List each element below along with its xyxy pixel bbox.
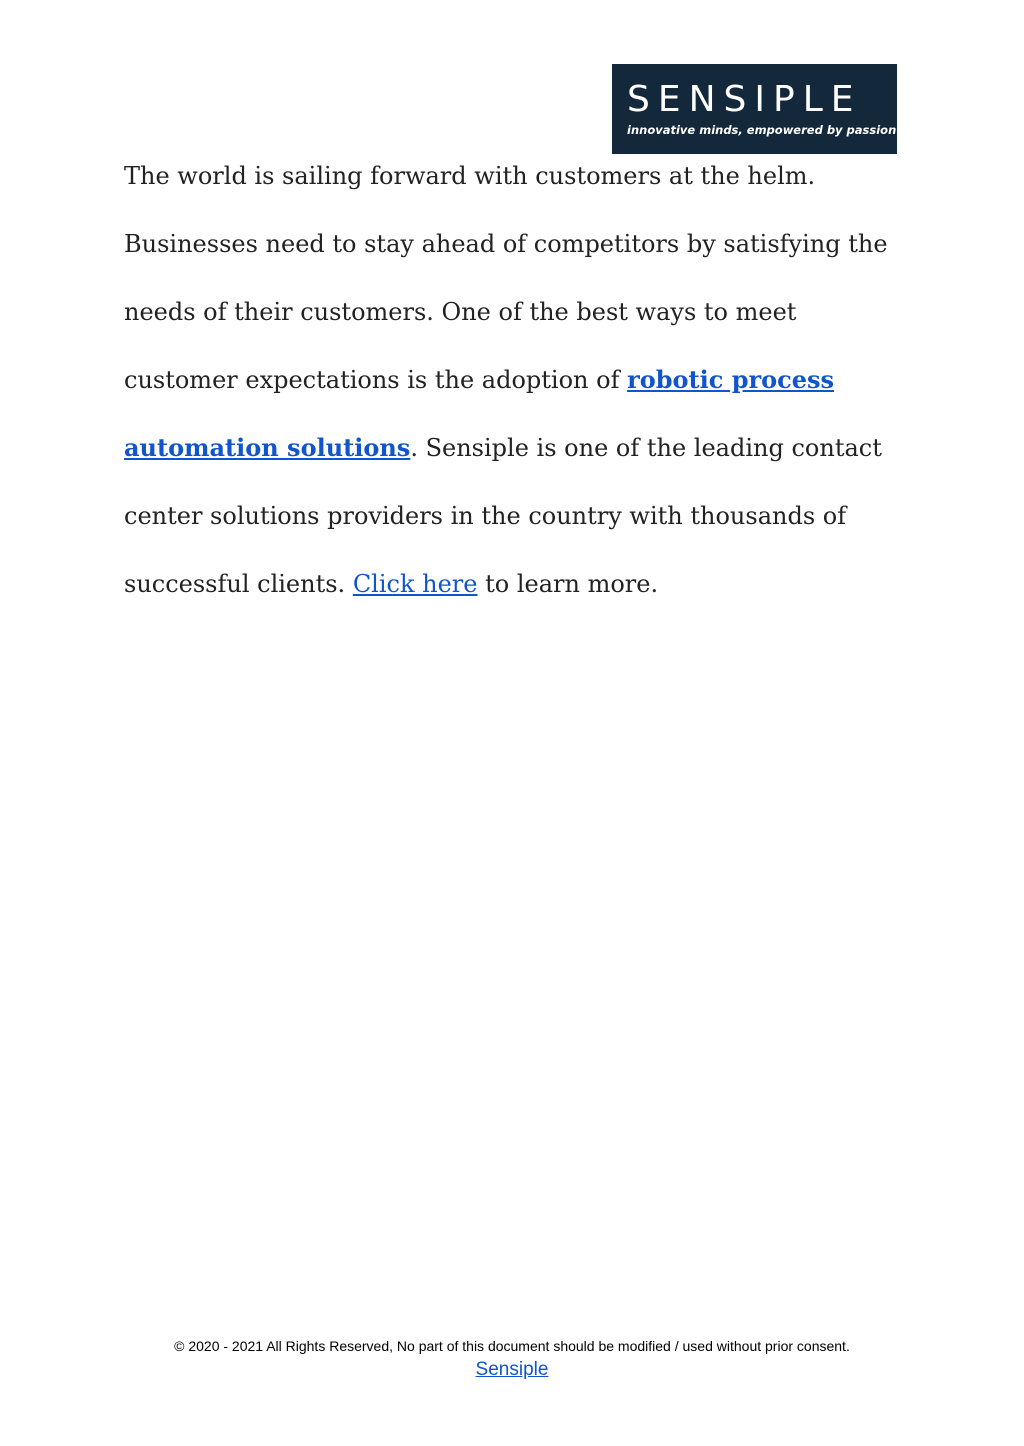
article-paragraph [124, 142, 914, 618]
paragraph-line-7-pre: successful clients. [124, 570, 353, 598]
click-here-link[interactable]: Click here [352, 570, 478, 598]
sensiple-logo [612, 64, 897, 154]
footer-copyright: © 2020 - 2021 All Rights Reserved, No part of this document should be modified / used without prior consent. [174, 1338, 850, 1354]
rpa-solutions-link-part1[interactable]: robotic process [627, 365, 835, 394]
paragraph-line-5-text: . Sensiple is one of the leading contact [410, 434, 882, 462]
paragraph-line-7 [124, 550, 914, 618]
paragraph-line-2: Businesses need to stay ahead of competitors by satisfying the [124, 230, 888, 258]
paragraph-line-4-text: customer expectations is the adoption of [124, 366, 628, 394]
paragraph-line-4 [124, 346, 914, 414]
footer-sensiple-link[interactable]: Sensiple [475, 1359, 549, 1380]
paragraph-line-6: center solutions providers in the country with thousands of [124, 502, 847, 530]
logo-wordmark: SENSIPLE [627, 79, 862, 120]
paragraph-line-5 [124, 414, 914, 482]
logo-tagline: innovative minds, empowered by passion [627, 123, 897, 137]
footer [0, 1336, 1024, 1384]
rpa-solutions-link-part2[interactable]: automation solutions [124, 433, 411, 462]
paragraph-line-1: The world is sailing forward with customers at the helm. [124, 162, 816, 190]
paragraph-line-3: needs of their customers. One of the best ways to meet [124, 298, 797, 326]
paragraph-line-7-post: to learn more. [477, 570, 659, 598]
